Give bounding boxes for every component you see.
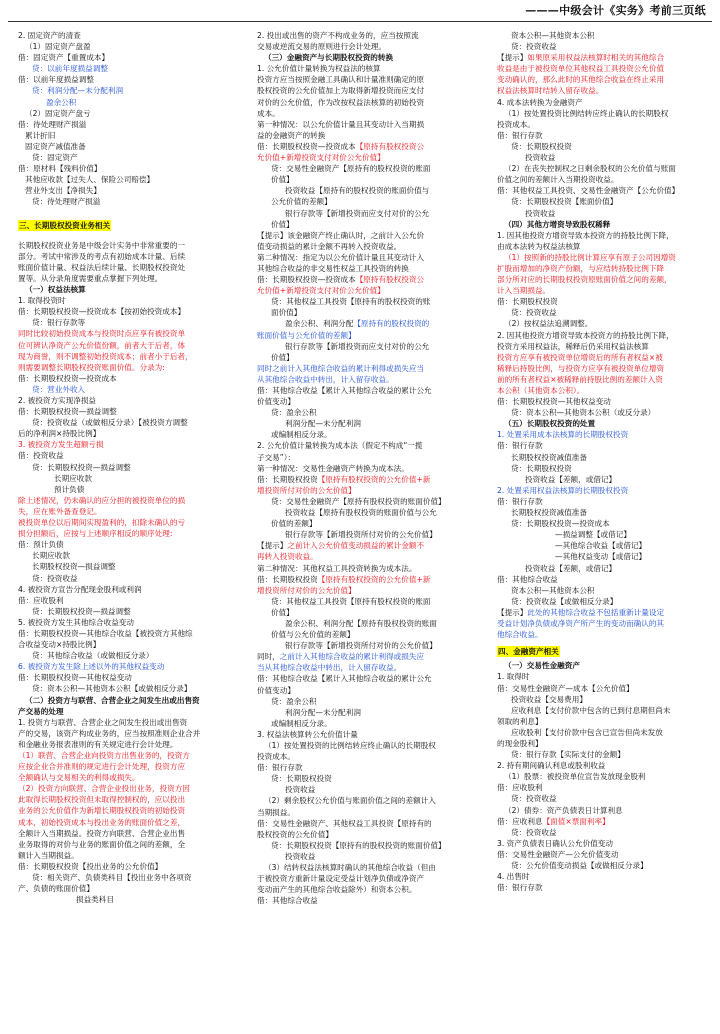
text-line: 利润分配—未分配利润	[285, 707, 361, 717]
text-line: 投资方应享有被投资单位增资后的所有者权益×被	[497, 352, 663, 362]
text-line: 应按企业合并准则的规定进行会计处理，投资方应	[18, 762, 186, 772]
text-line: 借：交易性金融资产—成本【公允价值】	[497, 683, 634, 693]
text-segment: 借：长期股权投资—投资成本	[257, 141, 356, 151]
text-line: 贷：投资收益（或做相反分录）【被投资方调整	[32, 418, 188, 428]
text-line: 置等。从分录角度需要重点掌握下列处理。	[18, 273, 163, 283]
text-line: —损益调整【或借记】	[555, 530, 631, 540]
text-line: 投资收益	[285, 785, 316, 795]
text-line: 投资收益【差额，或借记】	[525, 563, 617, 573]
text-line: 部分所对应的长期股权投资原账面价值之间的差额，	[497, 275, 672, 285]
text-line: 借：投资收益	[18, 451, 64, 461]
text-line: 贷：资本公积—其他资本公积【或做相反分录】	[32, 684, 192, 694]
text-line: （1）股票：被投资单位宣告发放现金股利	[504, 772, 646, 782]
text-line: 借：银行存款	[497, 496, 543, 506]
text-line: 额计入当期损益。	[18, 850, 79, 860]
text-line: 价值】	[271, 607, 294, 617]
text-line: —其他综合收益【或借记】	[555, 541, 647, 551]
text-line: 贷：投资收益	[511, 794, 557, 804]
text-line: 2. 投出或出售的资产不构成业务的，应当按照流	[257, 31, 419, 40]
text-line: 账面价值与公允价值的差额】	[257, 330, 356, 340]
text-line: 4. 成本法转换为金融资产	[497, 97, 583, 107]
text-segment: 【原持有的股权投资的	[353, 319, 430, 329]
text-line	[257, 274, 480, 285]
text-line: （3）结转权益法核算时确认的其他综合收益（但由	[264, 863, 436, 873]
text-line: 应收利息【支付价款中包含的已到付息期但尚未	[511, 705, 671, 715]
text-line: 2. 持有期间确认利息或股利收益	[497, 761, 606, 771]
text-line: 由成本法转为权益法核算	[497, 241, 581, 251]
text-line: 贷：长期股权投资—损益调整	[32, 462, 131, 472]
text-line: 借：银行存款	[497, 883, 543, 893]
text-line: 交易或逆流交易的原则进行会计处理。	[257, 42, 387, 52]
text-line: 股权投资的公允价值】	[257, 829, 333, 839]
text-line: 贷：长期股权投资	[511, 463, 572, 473]
text-line: 投资收益	[525, 208, 556, 218]
text-line: 盈余公积、利润分配【原持有股权投资的账面	[285, 618, 437, 628]
text-line: 贷：投资收益	[511, 827, 557, 837]
text-line: 贷：其他权益工具投资【原持有股权投资的账面	[271, 596, 431, 606]
text-line: 于被投资方重新计量设定受益计划净负债或净资产	[257, 874, 425, 884]
text-segment: 【原持有股权投资公	[355, 275, 425, 285]
text-line: 位可辨认净资产公允价值份额，前者大于后者，体	[18, 340, 186, 350]
text-line: 借：交易性金融资产—公允价值变动	[497, 849, 619, 859]
text-line: 借：长期股权投资	[497, 297, 558, 307]
text-line: （2）按权益法追溯调整。	[504, 319, 593, 329]
text-line: 长期股权投资—损益调整	[32, 562, 116, 572]
text-line: 长期股权投资减值准备	[511, 452, 587, 462]
text-line: 借：以前年度损益调整	[18, 75, 94, 85]
text-segment: 【原持有股权投资的公允价值+新	[317, 474, 431, 484]
text-line: 贷：待处理财产损溢	[32, 197, 101, 207]
text-segment: 此处的其他综合收益不包括重新计量设定	[527, 607, 665, 617]
text-line: 价值】	[271, 352, 294, 362]
text-line: 第二种情况：其他权益工具投资转换为成本法。	[257, 563, 417, 573]
text-segment: 之前计入其他综合收益的累计利得或损失应	[279, 652, 425, 662]
text-line: （2）在丧失控制权之日剩余股权的公允价值与账面	[504, 164, 676, 174]
text-line: 贷：其他权益工具投资【原持有的股权投资的账	[271, 297, 431, 307]
text-line: 资本公积—其他资本公积	[511, 585, 595, 595]
text-line: 1. 取得时	[497, 672, 530, 682]
text-line: 投资方采用权益法，稀释后仍采用权益法核算	[497, 341, 649, 351]
text-line: 6. 被投资方发生除上述以外的其他权益变动	[18, 662, 165, 672]
text-line: 借：其他综合收益	[497, 574, 558, 584]
text-line: 贷：长期股权投资	[511, 141, 572, 151]
text-segment: 【原持有股权投资公	[355, 141, 425, 151]
text-line: 2. 公允价值计量转换为成本法（假定不构成“一揽	[257, 441, 423, 451]
text-line: 业务取得的对价与业务的账面价值之间的差额，全	[18, 839, 186, 849]
text-line: 失，应在账外备查登记。	[18, 506, 102, 516]
text-line: （一）交易性金融资产	[504, 661, 580, 671]
text-line: 投资成本。	[497, 119, 535, 129]
section-heading-row	[18, 220, 240, 234]
text-line: 他综合收益。	[497, 630, 543, 640]
text-line: 产、负债的账面价值】	[18, 884, 94, 894]
text-segment: 借：长期股权投资—投资成本	[257, 275, 356, 285]
text-line: 稀释后持股比例，与投资方应享有被投资单位增资	[497, 363, 665, 373]
text-line: 现为商誉，则不调整初始投资成本；前者小于后者，	[18, 351, 193, 361]
text-line: （2）固定资产盘亏	[25, 108, 91, 118]
text-line: 领取的利息】	[497, 716, 543, 726]
text-line: 从其他综合收益中转出，计入留存收益。	[257, 374, 394, 384]
text-segment: 【原持有股权投资的公允价值+新	[317, 574, 431, 584]
text-line: 贷：银行存款【实际支付的金额】	[511, 750, 625, 760]
text-segment: 同时，	[257, 652, 280, 662]
text-line: 借：长期股权投资—损益调整	[18, 407, 117, 417]
text-segment: 借：长期股权投资	[257, 574, 318, 584]
text-line: 借：其他综合收益【累计入其他综合收益的累计公允	[257, 674, 432, 684]
text-line: 贷：盈余公积	[271, 696, 317, 706]
text-line: 贷：以前年度损益调整	[32, 64, 108, 74]
text-line: （四）其他方增资导致股权稀释	[504, 219, 611, 229]
text-line: （一）权益法核算	[25, 285, 86, 295]
text-segment: 【面值×票面利率】	[542, 816, 610, 826]
text-line: 价值的差额】	[271, 519, 317, 529]
text-line	[497, 52, 712, 63]
text-line: 3. 资产负债表日确认公允价值变动	[497, 838, 613, 848]
text-line: （三）金融资产与长期股权投资的转换	[264, 53, 394, 63]
text-line: 贷：相关资产、负债类科目【投出业务中各项资	[32, 873, 192, 883]
text-line: 借：其他权益工具投资、交易性金融资产【公允价值】	[497, 186, 680, 196]
text-line	[257, 651, 480, 662]
text-line: 投资收益【交易费用】	[511, 694, 587, 704]
text-line: 借：长期股权投资—投资成本【按初始投资成本】	[18, 307, 186, 317]
section-heading: 四、金融资产相关	[498, 647, 559, 657]
text-line: 当从其他综合收益中转出，计入留存收益。	[257, 663, 402, 673]
text-line: 损分担额后，应按与上述顺序相反的顺序处理:	[18, 529, 173, 539]
text-line	[257, 318, 480, 329]
text-line: 全额计入当期损益。投资方向联营、合营企业出售	[18, 828, 186, 838]
text-line	[257, 474, 480, 485]
text-line: 后的净利润×持股比例】	[18, 429, 101, 439]
text-segment: 借：应收利息	[497, 816, 543, 826]
text-segment: 盈余公积、利润分配	[285, 319, 354, 329]
text-line: 面价值】	[271, 308, 302, 318]
text-line: 贷：交易性金融资产【原持有股权投资的账面价值】	[271, 496, 446, 506]
text-line: 1. 处置采用成本法核算的长期股权投资	[497, 430, 629, 440]
text-line: 借：银行存款	[257, 763, 303, 773]
text-line: （1）按处置投资的比例结转应终止确认的长期股权	[264, 741, 436, 750]
text-line: 贷：公允价值变动损益【或做相反分录】	[511, 861, 648, 871]
text-line: 允价值+新增投资支付对价公允价值】	[257, 153, 385, 163]
text-line: 银行存款等【新增投资而应支付对价的公允	[285, 341, 430, 351]
text-line: 银行存款等【新增投资所付对价的公允价值】	[285, 641, 437, 651]
text-line: 盈余公积	[46, 97, 77, 107]
text-line: 贷：盈余公积	[271, 408, 317, 418]
text-line: 的现金股利】	[497, 739, 543, 748]
text-line: 投资收益	[525, 153, 556, 163]
text-line: 前的所有者权益×被稀释前持股比例的差额计入资	[497, 374, 663, 384]
text-line	[257, 540, 480, 551]
text-line: 投资收益	[285, 851, 316, 861]
text-line: 4. 出售时	[497, 872, 530, 882]
text-line: 【提示】该金融资产终止确认时，之前计入公允价	[257, 230, 425, 240]
text-line: 此取得长期股权投资但未取得控制权的，应以投出	[18, 795, 186, 805]
text-line: 1. 因其他投资方增资导致本投资方的持股比例下降，	[497, 230, 674, 240]
text-line: 固定资产减值准备	[25, 141, 86, 151]
text-line: 同时之前计入其他综合收益的累计利得或损失应当	[257, 363, 425, 373]
text-line: （1）联营、合营企业向投资方出售业务的，投资方	[18, 751, 190, 760]
text-line: 贷：投资收益	[511, 308, 557, 318]
text-line: 1. 取得投资时	[18, 296, 66, 306]
section-heading-row	[497, 646, 712, 660]
text-line: 同时比较初始投资成本与投资时点应享有被投资单	[18, 329, 186, 339]
text-line: 借：应收股利	[18, 595, 64, 605]
text-line: 对价的公允价值，作为改按权益法核算的初始投资	[257, 97, 425, 107]
text-line: 受益计划净负债或净资产所产生的变动而确认的其	[497, 618, 665, 628]
text-line: 和金融业务报表准则的有关规定进行会计处理。	[18, 739, 178, 749]
text-line: 业务的公允价值作为新增长期股权投资的初始投资	[18, 806, 186, 816]
text-line: 借：固定资产【重置成本】	[18, 53, 110, 63]
header-rule	[8, 21, 712, 22]
text-line: 第一种情况：以公允价值计量且其变动计入当期损	[257, 119, 425, 129]
text-line: 1. 公允价值计量转换为权益法的核算	[257, 64, 381, 74]
text-line: 4. 被投资方宣告分配现金股利或利润	[18, 584, 142, 594]
text-line: 投资方应当按照金融工具确认和计量准则确定的原	[257, 75, 425, 85]
text-segment: 如果原采用权益法核算时相关的其他综合	[527, 53, 665, 63]
text-line: 扩股而增加的净资产份额，与应结转持股比例下降	[497, 263, 665, 273]
section-heading: 三、长期股权投资业务相关	[19, 220, 111, 230]
text-line: 增投资所付对价的公允价值】	[257, 485, 356, 495]
text-line: 长期股权投资减值准备	[511, 508, 587, 518]
text-line: 长期应收款	[54, 473, 92, 483]
text-line: 贷：长期股权投资—损益调整	[32, 606, 131, 616]
text-line: 贷：长期股权投资—投资成本	[511, 519, 610, 529]
text-line: 借：长期股权投资—其他权益变动	[18, 673, 132, 683]
text-line: 借：银行存款	[497, 441, 543, 451]
text-line: 借：长期股权投资—其他权益变动	[497, 397, 611, 407]
text-line: （1）按处置投资比例结转应终止确认的长期股权	[504, 108, 669, 118]
text-segment: 借：长期股权投资	[257, 474, 318, 484]
text-line: 借：长期股权投资—其他综合收益【被投资方其他综	[18, 628, 193, 638]
text-line: 3. 权益法核算转公允价值计量	[257, 729, 358, 739]
text-line: 银行存款等【新增投资所付对价的公允价值】	[285, 530, 437, 540]
column-middle	[257, 30, 480, 1030]
text-line: 其他综合收益的非交易性权益工具投资的转换	[257, 263, 409, 273]
text-line: 贷：长期股权投资【账面价值】	[511, 197, 618, 207]
text-line: （2）债券：资产负债表日计算利息	[504, 805, 623, 815]
text-line: 除上述情况，仍未确认的应分担的被投资单位的损	[18, 495, 186, 505]
text-line: 或编制相反分录。	[271, 430, 332, 440]
text-line: 资本公积—其他资本公积	[511, 31, 595, 40]
text-line: 价值与公允价值的差额】	[271, 630, 355, 640]
text-line: 当期损益。	[257, 807, 295, 817]
text-segment: 【提示】	[497, 53, 528, 63]
text-line: （二）投资方与联营、合营企业之间发生出或出售资	[25, 695, 200, 705]
text-line: 增投资所付对价的公允价值】	[257, 585, 356, 595]
column-right	[497, 30, 712, 1030]
text-line: 第一种情况：交易性金融资产转换为成本法。	[257, 463, 409, 473]
text-line: 借：应收股利	[497, 783, 543, 793]
text-line: 投资收益【原持有的股权投资的账面价值与	[285, 186, 430, 196]
text-line: 或编制相反分录。	[271, 718, 332, 728]
text-line: 贷：资本公积—其他资本公积（或反分录）	[511, 408, 656, 418]
text-line: 本公积（其他资本公积）。	[497, 386, 585, 395]
text-line: 变动而产生的其他综合收益除外）和资本公积。	[257, 885, 417, 895]
text-line: 变动确认的，那么此时的其他综合收益在终止采用	[497, 75, 665, 85]
text-line: 子交易”）：	[257, 452, 296, 462]
text-line: （1）固定资产盘盈	[25, 42, 91, 52]
text-line: 价值】	[271, 175, 294, 185]
text-line: （五）长期股权投资的处置	[504, 419, 596, 429]
text-line: 贷：投资收益【或做相反分录】	[511, 596, 618, 606]
text-line: 值变动损益的累计金额不再转入投资收益。	[257, 241, 402, 251]
text-segment: 之前计入公允价值变动损益的累计金额不	[287, 541, 425, 551]
text-line: 1. 投资方与联营、合营企业之间发生投出或出售资	[18, 717, 188, 727]
text-line	[257, 574, 480, 585]
text-line	[497, 816, 712, 827]
text-line: 应收股利【支付价款中包含已宣告但尚未发放	[511, 727, 663, 737]
text-line: 借：长期股权投资【投出业务的公允价值】	[18, 861, 163, 871]
text-line: 借：其他综合收益	[257, 896, 318, 906]
page-title: ———中级会计《实务》考前三页纸	[525, 4, 706, 17]
text-line: 被投资单位以后期间实现盈利的，扣除未确认的亏	[18, 518, 186, 528]
text-line: 产交易的处理	[18, 706, 64, 716]
text-line: 借：其他综合收益【累计入其他综合收益的累计公允	[257, 386, 432, 395]
text-segment: 【提示】	[257, 541, 288, 551]
text-line: 贷：长期股权投资	[271, 774, 332, 784]
page-header	[0, 0, 720, 22]
text-line: 2. 固定资产的清查	[18, 31, 81, 40]
text-line: 借：待处理财产损溢	[18, 119, 87, 129]
text-line: 借：长期股权投资—投资成本	[18, 373, 117, 383]
text-line: 银行存款等【新增投资而应支付对价的公允	[285, 208, 430, 218]
text-line: 产的交易，该资产构成业务的，应当按照准则企业合并	[18, 728, 201, 738]
text-line: （1）按照新的持股比例计算应享有原子公司因增资	[504, 252, 676, 262]
text-line: 价值】	[271, 219, 294, 229]
text-line: 借：交易性金融资产、其他权益工具投资【原持有的	[257, 818, 432, 828]
text-line: 账面价值计量、权益法后续计量、长期股权投资处	[18, 262, 186, 272]
column-left	[18, 30, 240, 1030]
text-line: 利润分配—未分配利润	[285, 419, 361, 429]
text-line: 借：银行存款	[497, 130, 543, 140]
text-line: 价值变动】	[257, 397, 295, 407]
text-line: 5. 被投资方发生其他综合收益变动	[18, 617, 134, 627]
text-line: 再转入投资收益。	[257, 552, 318, 562]
text-line: 贷：投资收益	[511, 42, 557, 52]
text-line: 贷：利润分配—未分配利润	[32, 86, 124, 96]
text-line: 2. 被投资方实现净损益	[18, 396, 97, 405]
text-line: （2）投资方向联营、合营企业投出业务，投资方因	[18, 784, 190, 794]
text-line	[257, 141, 480, 152]
text-line: 损益类科目	[76, 895, 114, 905]
text-line: 公允价值的差额】	[271, 197, 332, 207]
text-line: 股权投资的公允价值加上为取得新增投资而应支付	[257, 86, 425, 96]
text-line: 借：原材料【残料价值】	[18, 164, 102, 174]
text-line: 贷：银行存款等	[32, 318, 86, 328]
text-line: 3. 被投资方发生超额亏损	[18, 440, 104, 450]
text-line: 成本，初始投资成本与投出业务的账面价值之差，	[18, 817, 186, 827]
text-line: 投资收益【原持有股权投资的账面价值与公允	[285, 508, 437, 518]
text-line: 贷：交易性金融资产【原持有的股权投资的账面	[271, 164, 431, 174]
text-line: —其他权益变动【或借记】	[555, 552, 647, 562]
text-line: 投资收益【差额，或借记】	[525, 474, 617, 484]
text-line: 价值变动】	[257, 685, 295, 695]
text-line: 其他应收款【过失人、保险公司赔偿】	[25, 175, 155, 185]
text-line: 长期股权投资业务是中级会计实务中非常重要的一	[18, 240, 186, 250]
text-line: 价值之间的差额计入当期投资收益。	[497, 175, 619, 185]
text-line: 成本。	[257, 108, 280, 118]
text-line: 2. 因其他投资方增资导致本投资方的持股比例下降，	[497, 330, 674, 340]
text-line: 益的金融资产的转换	[257, 130, 326, 140]
text-line: 营业外支出【净损失】	[25, 186, 101, 196]
text-line	[497, 607, 712, 618]
text-line: 借：预计负债	[18, 540, 64, 550]
text-line: （2）剩余股权公允价值与账面价值之间的差额计入	[264, 796, 436, 806]
text-segment: 【提示】	[497, 607, 528, 617]
text-line: 贷：投资收益	[32, 573, 78, 583]
text-line: 贷：长期股权投资【原持有的股权投资的账面价值】	[271, 840, 446, 850]
text-line: 投资成本。	[257, 752, 295, 762]
text-line: 合收益变动×持股比例】	[18, 640, 101, 650]
text-line: 权益法核算时结转入留存收益。	[497, 86, 604, 96]
text-line: 第二种情况：指定为以公允价值计量且其变动计入	[257, 252, 425, 262]
text-line: 全额确认与交易相关的利得或损失。	[18, 773, 140, 783]
text-line: 则需要调整长期股权投资账面价值。分录为:	[18, 362, 165, 372]
text-line: 允价值+新增投资支付对价公允价值】	[257, 286, 385, 296]
text-line: 预计负债	[54, 484, 85, 494]
text-line: 2. 处置采用权益法核算的长期股权投资	[497, 485, 629, 495]
text-line: 收益是由于被投资单位其他权益工具投资公允价值	[497, 64, 665, 74]
text-line: 计入当期损益。	[497, 286, 551, 296]
text-line: 贷：其他综合收益（或做相反分录）	[32, 651, 154, 661]
text-line: 贷：营业外收入	[32, 384, 86, 394]
text-line: 部分。考试中常涉及的考点有初始成本计量、后续	[18, 251, 186, 261]
text-line: 长期应收款	[32, 551, 70, 561]
text-line: 贷：固定资产	[32, 153, 78, 163]
text-line: 累计折旧	[25, 130, 56, 140]
